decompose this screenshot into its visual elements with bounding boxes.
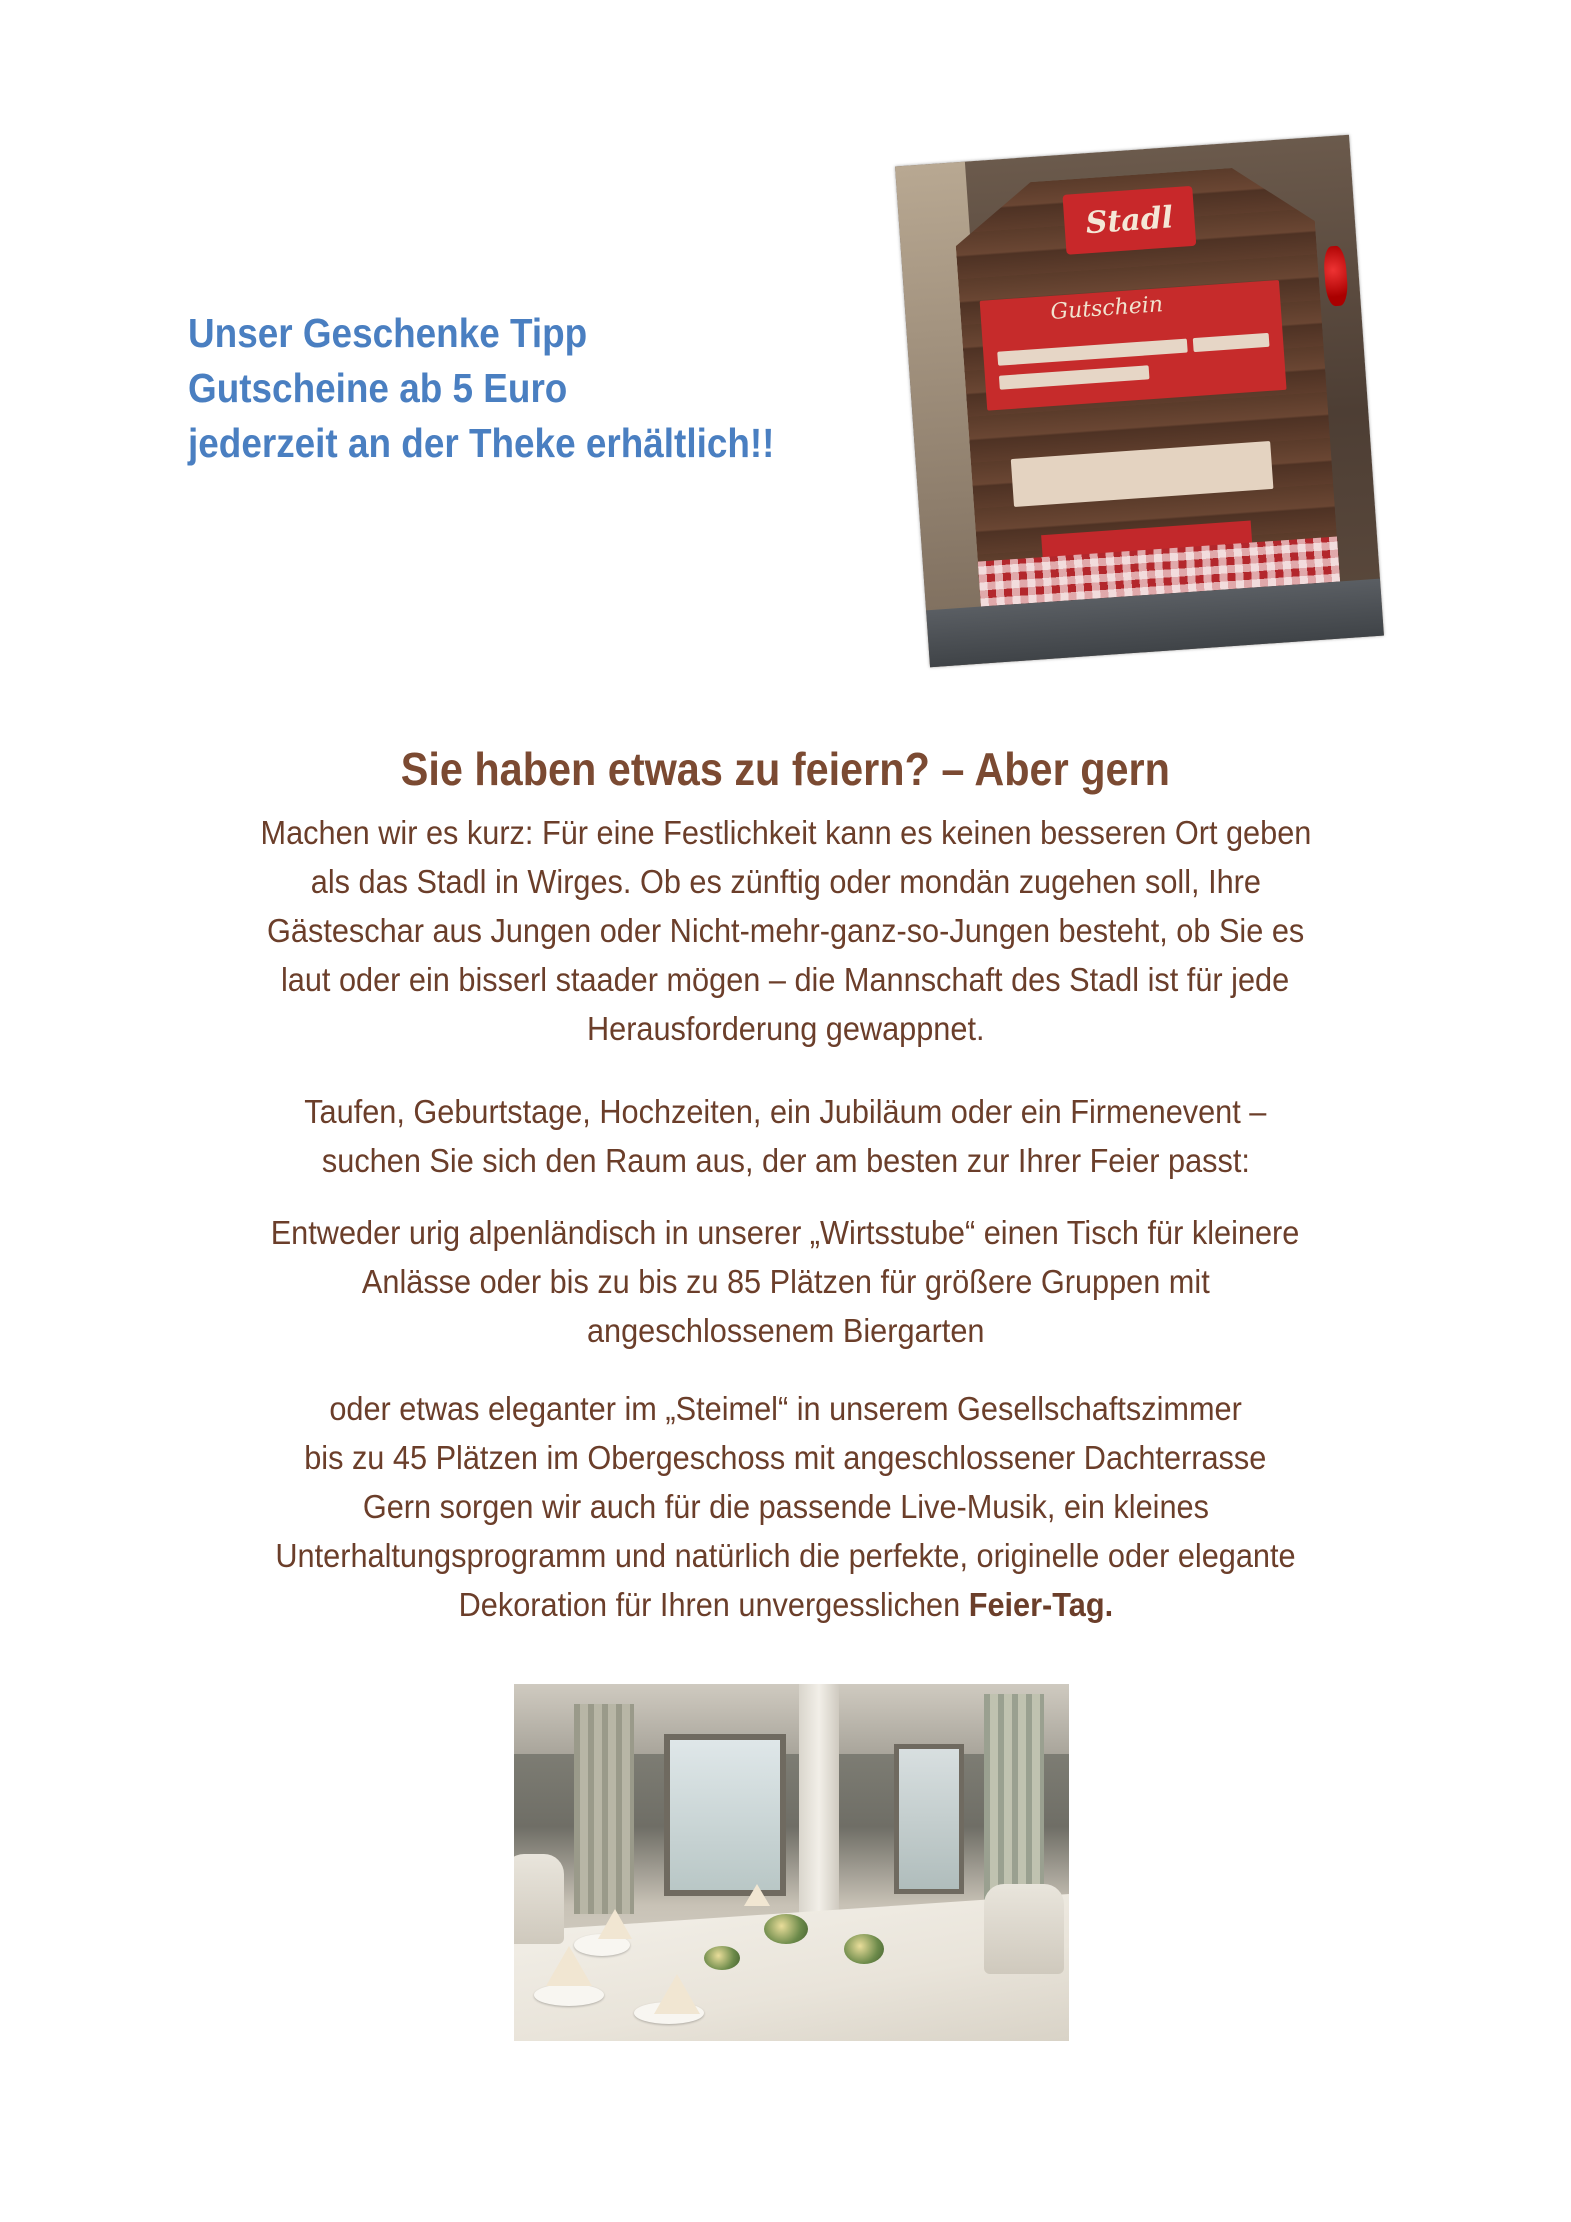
- text-line: bis zu 45 Plätzen im Obergeschoss mit angeschlossener Dachterrasse: [304, 1439, 1267, 1476]
- voucher-field: [1193, 333, 1270, 352]
- text-line: angeschlossenem Biergarten: [586, 1312, 985, 1349]
- wirtsstube-paragraph: [100, 1208, 1471, 1355]
- section-heading-text: Sie haben etwas zu feiern? – Aber gern: [400, 743, 1171, 795]
- occasions-paragraph: [100, 1087, 1471, 1185]
- chili-decoration: [1323, 245, 1349, 306]
- gift-tip-block: [188, 306, 774, 471]
- curtain: [574, 1704, 634, 1914]
- text-line: Anlässe oder bis zu bis zu 85 Plätzen für größere Gruppen mit: [361, 1263, 1210, 1300]
- dining-room-photo: [514, 1684, 1069, 2041]
- flower-arrangement: [704, 1946, 740, 1970]
- text-line: Taufen, Geburtstage, Hochzeiten, ein Jubiläum oder ein Firmenevent –: [304, 1093, 1267, 1130]
- feier-tag-bold: Feier-Tag.: [968, 1586, 1113, 1623]
- voucher-card: [980, 280, 1287, 411]
- text-line: Gern sorgen wir auch für die passende Live-Musik, ein kleines: [362, 1488, 1209, 1525]
- gift-tip-line: jederzeit an der Theke erhältlich!!: [188, 420, 775, 466]
- text-line: Gästeschar aus Jungen oder Nicht-mehr-ganz-so-Jungen besteht, ob Sie es: [266, 912, 1305, 949]
- stadl-logo-text: Stadl: [1084, 199, 1175, 241]
- text-line: als das Stadl in Wirges. Ob es zünftig oder mondän zugehen soll, Ihre: [310, 863, 1261, 900]
- gift-tip-line: Gutscheine ab 5 Euro: [188, 365, 568, 411]
- voucher-field: [997, 339, 1188, 366]
- plate: [534, 1984, 604, 2006]
- intro-paragraph: [100, 808, 1471, 1053]
- text-line: suchen Sie sich den Raum aus, der am besten zur Ihrer Feier passt:: [321, 1142, 1250, 1179]
- flower-arrangement: [764, 1914, 808, 1944]
- flower-arrangement: [844, 1934, 884, 1964]
- stadl-logo: [1062, 186, 1196, 255]
- text-line: laut oder ein bisserl staader mögen – die Mannschaft des Stadl ist für jede: [281, 961, 1290, 998]
- pillar: [799, 1684, 839, 1934]
- section-heading: [0, 742, 1571, 796]
- voucher-photo: [895, 135, 1384, 668]
- chair: [984, 1884, 1064, 1974]
- text-line: Herausforderung gewappnet.: [586, 1010, 985, 1047]
- text-line: Dekoration für Ihren unvergesslichen: [458, 1586, 969, 1623]
- steimel-paragraph: [100, 1384, 1471, 1629]
- voucher-field: [999, 365, 1150, 389]
- text-line: Entweder urig alpenländisch in unserer „Wirtsstube“ einen Tisch für kleinere: [271, 1214, 1300, 1251]
- window: [664, 1734, 786, 1896]
- chair: [514, 1854, 564, 1944]
- text-line: oder etwas eleganter im „Steimel“ in unserem Gesellschaftszimmer: [329, 1390, 1242, 1427]
- window: [894, 1744, 964, 1894]
- text-line: Machen wir es kurz: Für eine Festlichkeit kann es keinen besseren Ort geben: [260, 814, 1311, 851]
- text-line: Unterhaltungsprogramm und natürlich die perfekte, originelle oder elegante: [275, 1537, 1296, 1574]
- gift-tip-line: Unser Geschenke Tipp: [188, 310, 588, 356]
- voucher-card-title: Gutschein: [1049, 292, 1164, 325]
